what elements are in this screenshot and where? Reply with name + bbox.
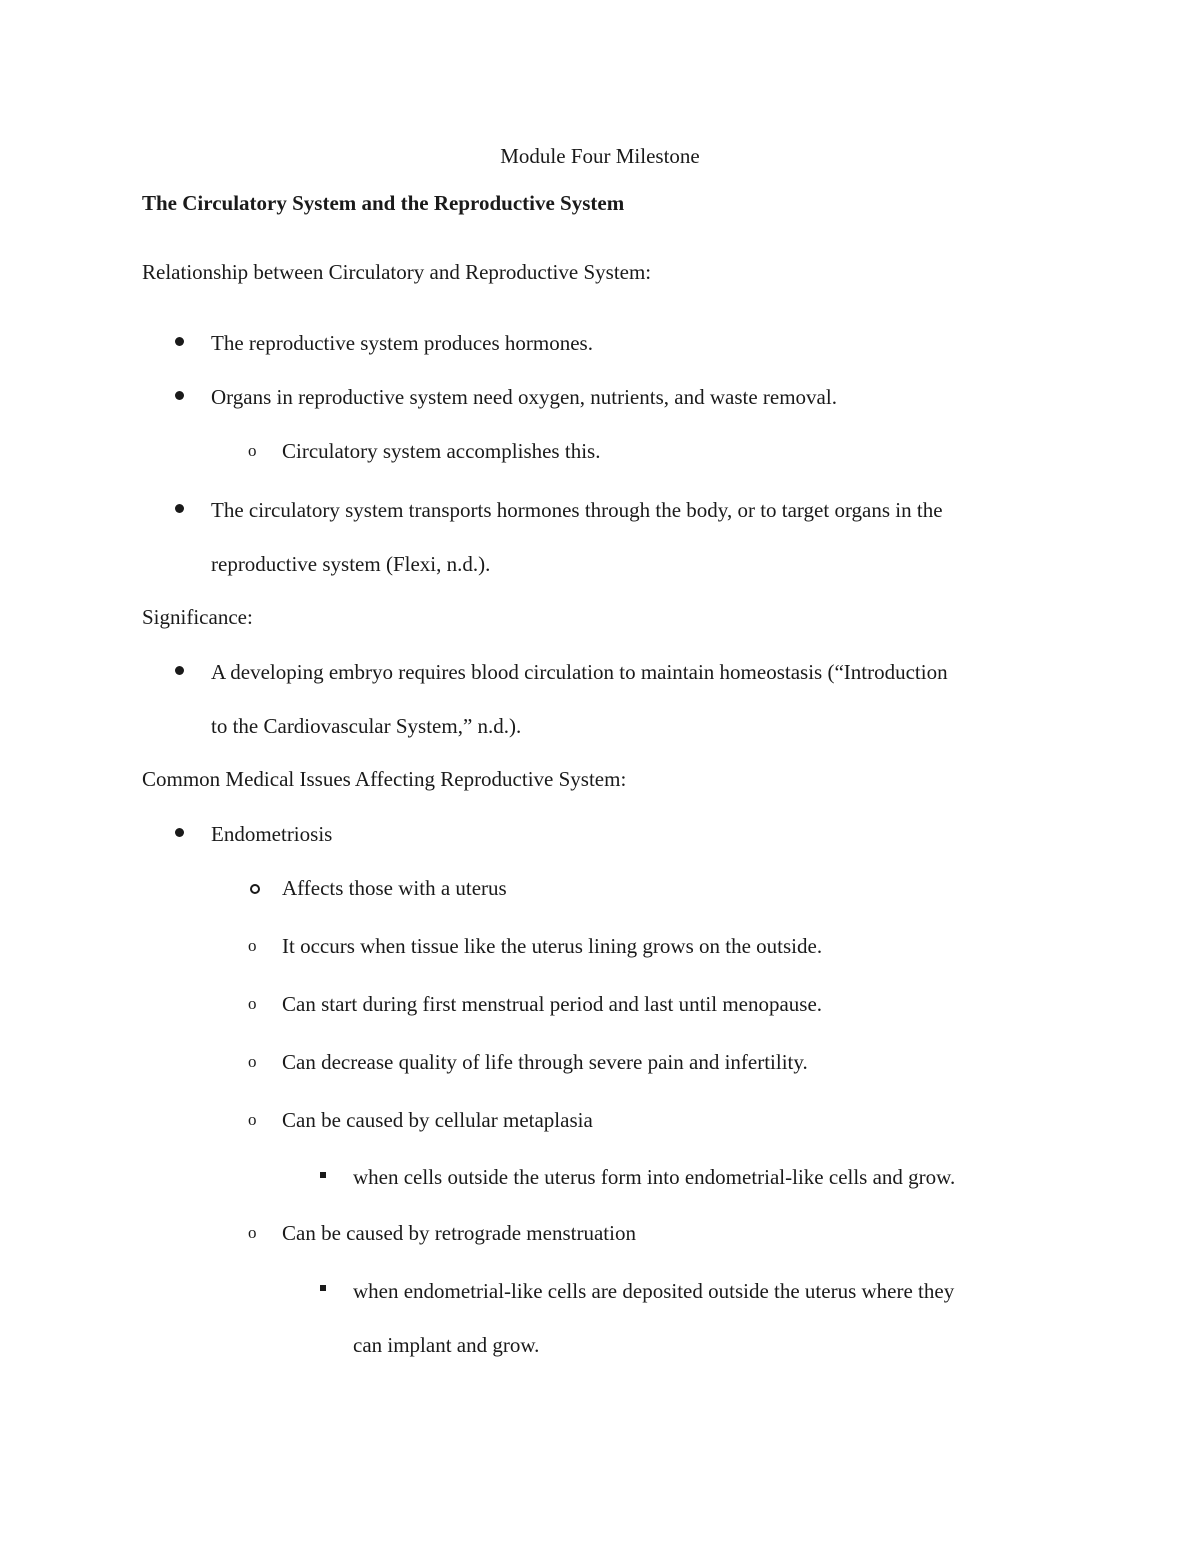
list-item: when cells outside the uterus form into endometrial-like cells and grow.: [353, 1165, 956, 1189]
section-label-significance: Significance:: [142, 605, 253, 629]
list-item-continuation: reproductive system (Flexi, n.d.).: [211, 552, 491, 576]
disc-bullet: [175, 391, 184, 400]
circle-bullet: o: [248, 1110, 257, 1129]
circle-bullet: o: [248, 1052, 257, 1071]
disc-bullet: [175, 666, 184, 675]
square-bullet: [320, 1285, 326, 1291]
list-item: It occurs when tissue like the uterus lining grows on the outside.: [282, 934, 823, 958]
circle-bullet: o: [248, 994, 257, 1013]
list-item: Endometriosis: [211, 822, 333, 846]
section-label-medical-issues: Common Medical Issues Affecting Reproductive System:: [142, 767, 627, 791]
section-label-relationship: Relationship between Circulatory and Reproductive System:: [142, 260, 652, 284]
circle-bullet: o: [248, 936, 257, 955]
list-item: The circulatory system transports hormones through the body, or to target organs in the: [211, 498, 943, 522]
list-item: Can start during first menstrual period and last until menopause.: [282, 992, 823, 1016]
disc-bullet: [175, 504, 184, 513]
circle-bullet: o: [248, 1223, 257, 1242]
list-item-continuation: can implant and grow.: [353, 1333, 540, 1357]
square-bullet: [320, 1172, 326, 1178]
circle-bullet-bold: [250, 884, 260, 894]
list-item: Affects those with a uterus: [282, 876, 507, 900]
document-title: Module Four Milestone: [500, 144, 700, 168]
list-item: when endometrial-like cells are deposited outside the uterus where they: [353, 1279, 955, 1303]
disc-bullet: [175, 828, 184, 837]
list-item-continuation: to the Cardiovascular System,” n.d.).: [211, 714, 522, 738]
circle-bullet: o: [248, 441, 257, 460]
disc-bullet: [175, 337, 184, 346]
list-item: Can be caused by cellular metaplasia: [282, 1108, 593, 1132]
list-item: Can be caused by retrograde menstruation: [282, 1221, 636, 1245]
list-item: Can decrease quality of life through severe pain and infertility.: [282, 1050, 808, 1074]
list-item: A developing embryo requires blood circulation to maintain homeostasis (“Introduction: [211, 660, 948, 684]
list-item: The reproductive system produces hormones.: [211, 331, 593, 355]
list-item: Organs in reproductive system need oxygen, nutrients, and waste removal.: [211, 385, 837, 409]
document-heading: The Circulatory System and the Reproductive System: [142, 191, 625, 215]
list-item: Circulatory system accomplishes this.: [282, 439, 601, 463]
